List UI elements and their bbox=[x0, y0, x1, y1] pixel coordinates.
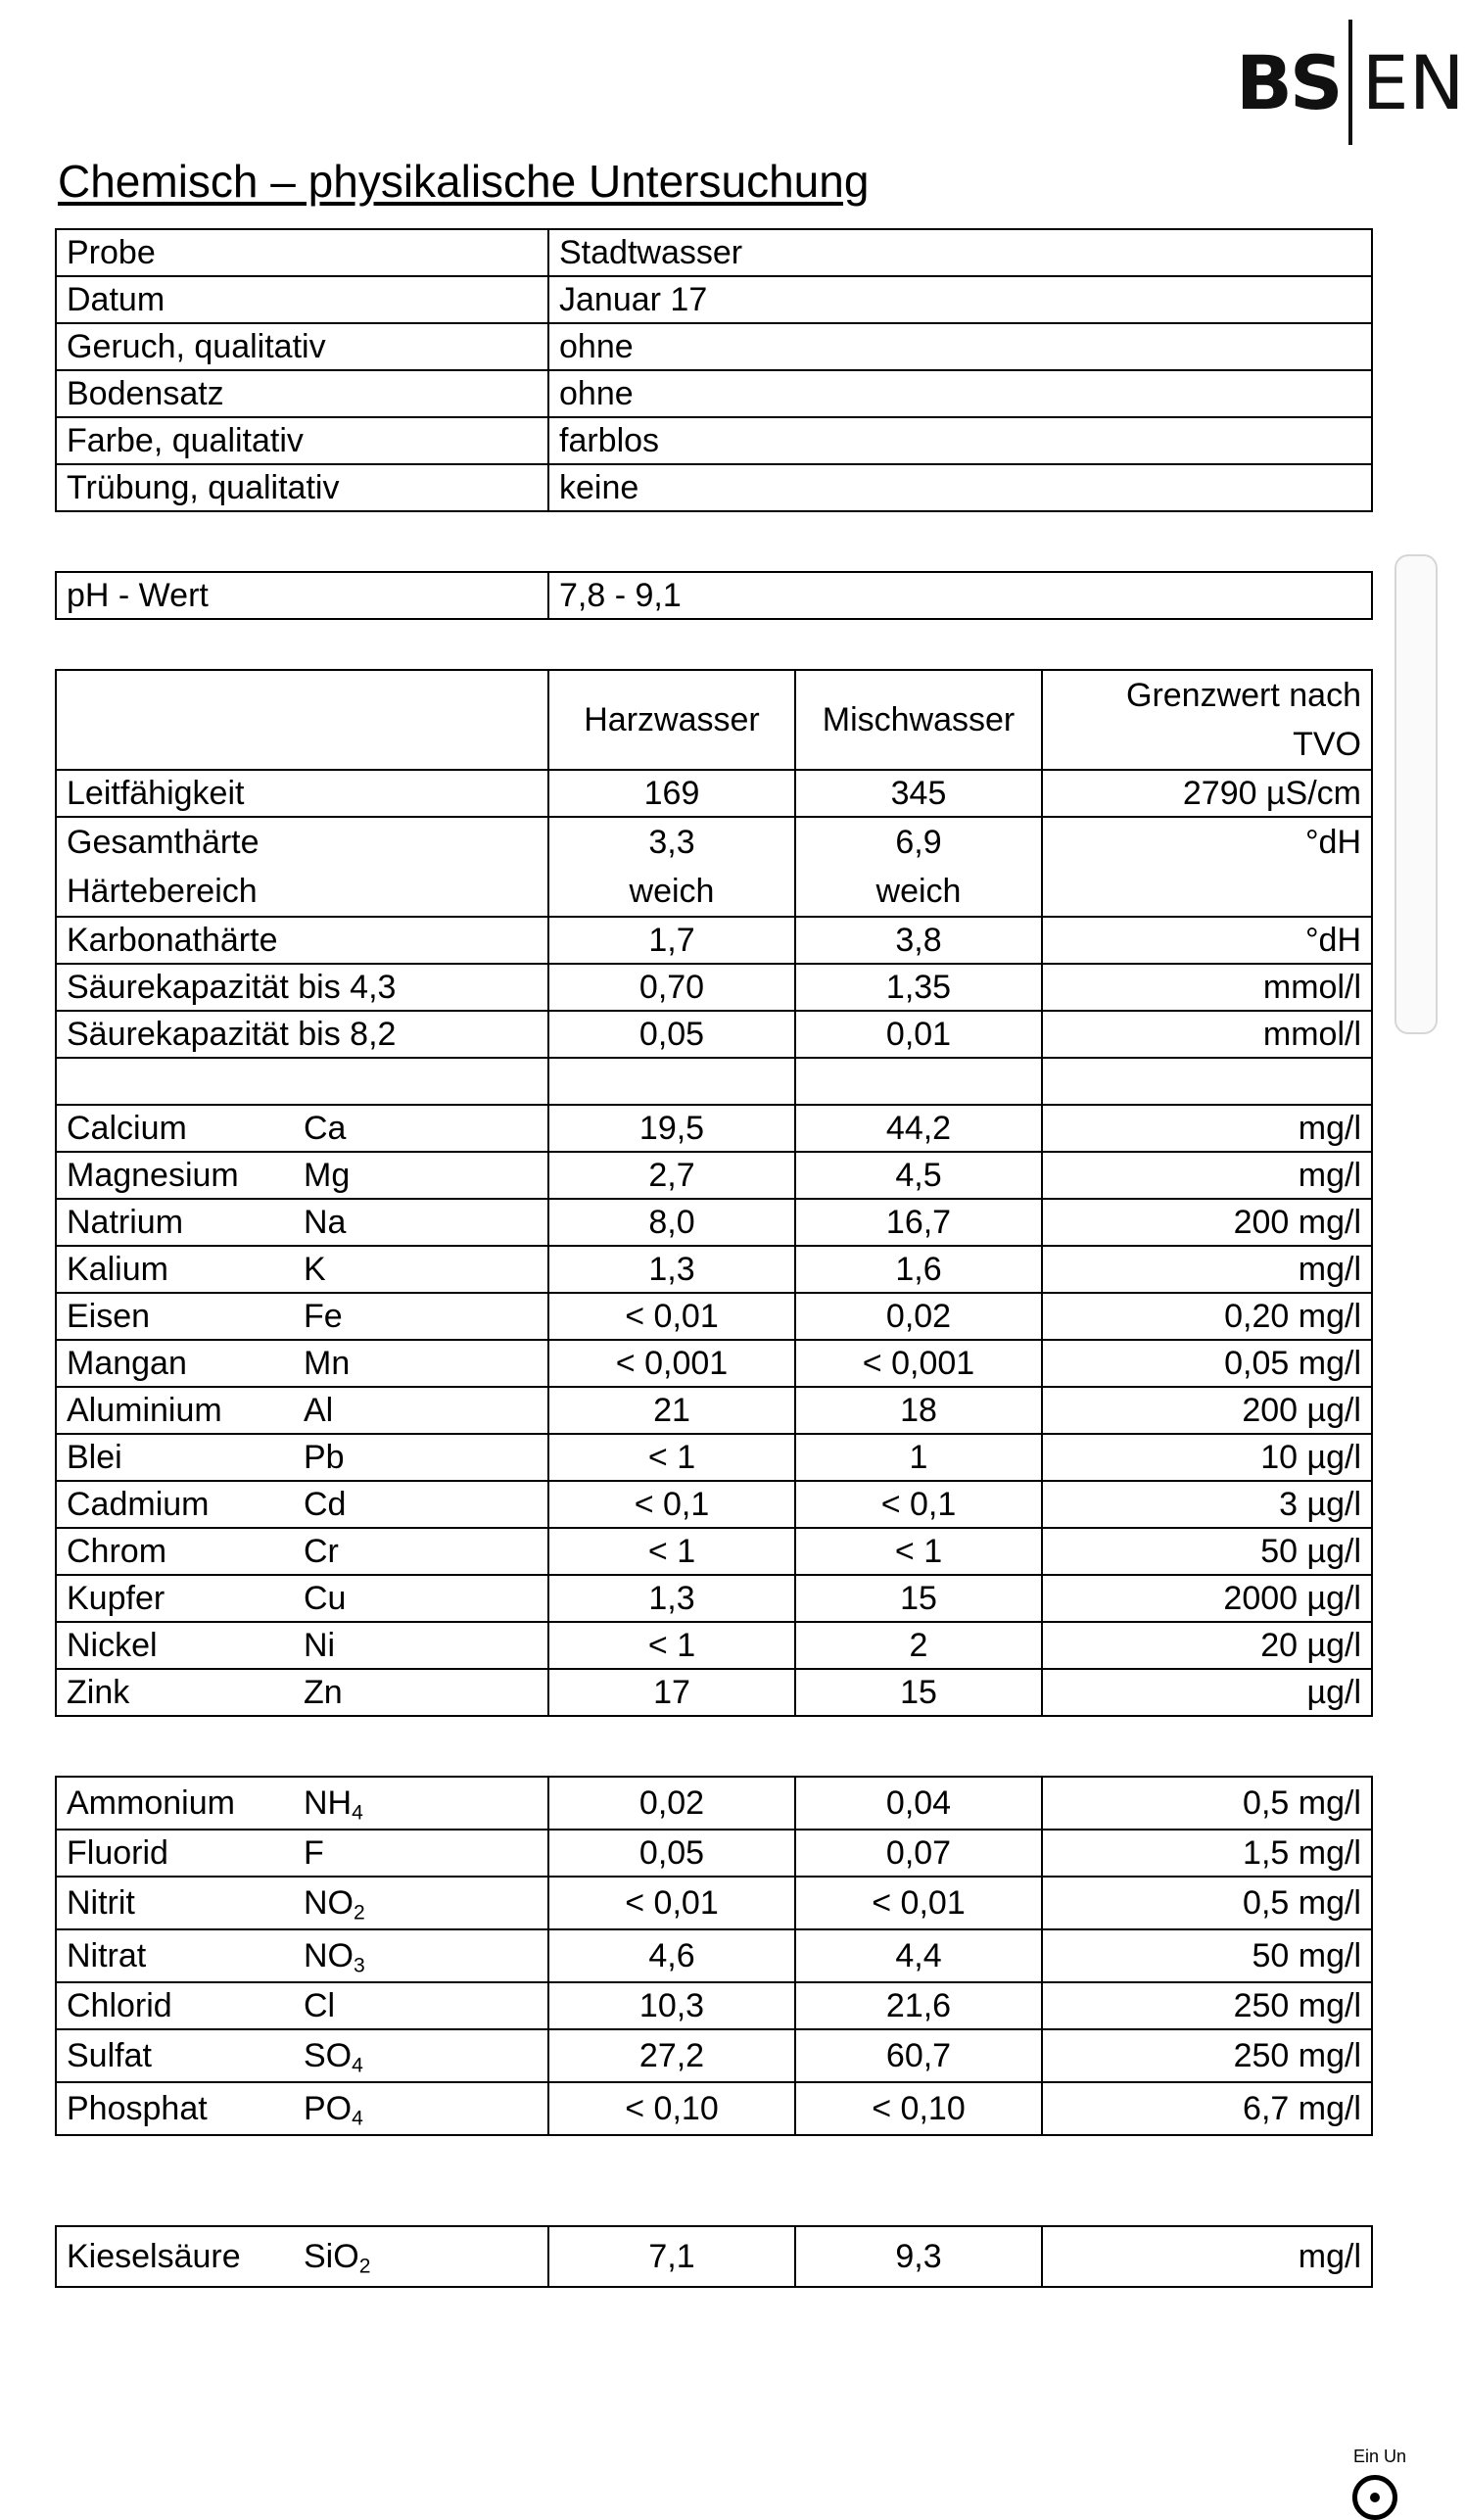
info-value: ohne bbox=[548, 323, 1372, 370]
harzwasser-value: 3,3 bbox=[648, 824, 695, 861]
compound-formula bbox=[304, 2029, 548, 2082]
harzwasser-value: < 0,10 bbox=[548, 2082, 795, 2135]
param-name: Säurekapazität bis 8,2 bbox=[56, 1011, 548, 1058]
header-mischwasser: Mischwasser bbox=[795, 670, 1042, 770]
mischwasser-value: 9,3 bbox=[795, 2226, 1042, 2287]
mischwasser-value: weich bbox=[875, 873, 962, 910]
element-symbol: Na bbox=[304, 1199, 548, 1246]
header-grenzwert-line2: TVO bbox=[1293, 726, 1361, 763]
harzwasser-value: 1,3 bbox=[548, 1575, 795, 1622]
harzwasser-value: 1,7 bbox=[548, 917, 795, 964]
metal-row bbox=[56, 1246, 1372, 1293]
compound-formula bbox=[304, 1830, 548, 1877]
limit-value: mg/l bbox=[1042, 2226, 1372, 2287]
table-row bbox=[56, 964, 1372, 1011]
limit-value: 0,20 mg/l bbox=[1042, 1293, 1372, 1340]
header-harzwasser: Harzwasser bbox=[548, 670, 795, 770]
info-row bbox=[56, 323, 1372, 370]
limit-value: °dH bbox=[1304, 824, 1361, 861]
harzwasser-value: 0,05 bbox=[548, 1830, 795, 1877]
harzwasser-value: < 0,001 bbox=[548, 1340, 795, 1387]
element-symbol: Pb bbox=[304, 1434, 548, 1481]
kieselsaeure-table bbox=[55, 2225, 1373, 2288]
mischwasser-value: 16,7 bbox=[795, 1199, 1042, 1246]
ph-row bbox=[56, 572, 1372, 619]
info-row bbox=[56, 229, 1372, 276]
param-name: Säurekapazität bis 4,3 bbox=[56, 964, 548, 1011]
footer-text: Ein Un bbox=[1353, 2447, 1407, 2466]
formula-subscript: 2 bbox=[358, 2254, 371, 2277]
harzwasser-value: 1,3 bbox=[548, 1246, 795, 1293]
element-symbol: Cr bbox=[304, 1528, 548, 1575]
limit-value: 200 µg/l bbox=[1042, 1387, 1372, 1434]
harzwasser-value: 7,1 bbox=[548, 2226, 795, 2287]
mischwasser-value: 21,6 bbox=[795, 1982, 1042, 2029]
formula-base: PO bbox=[304, 2089, 353, 2127]
compound-formula bbox=[304, 1777, 548, 1830]
limit-value-stack bbox=[1042, 817, 1372, 917]
mischwasser-value: 0,01 bbox=[795, 1011, 1042, 1058]
logo-divider bbox=[1348, 20, 1352, 145]
info-row bbox=[56, 417, 1372, 464]
element-name: Chrom bbox=[56, 1528, 304, 1575]
compound-name: Kieselsäure bbox=[56, 2226, 304, 2287]
param-name: Leitfähigkeit bbox=[56, 770, 548, 817]
mischwasser-value: 0,04 bbox=[795, 1777, 1042, 1830]
element-symbol: Cu bbox=[304, 1575, 548, 1622]
logo-en-text: EN bbox=[1361, 38, 1465, 126]
empty-cell bbox=[56, 1058, 548, 1105]
mischwasser-value: 345 bbox=[795, 770, 1042, 817]
element-name: Eisen bbox=[56, 1293, 304, 1340]
table-row bbox=[56, 917, 1372, 964]
limit-value: °dH bbox=[1042, 917, 1372, 964]
limit-value: mg/l bbox=[1042, 1105, 1372, 1152]
element-symbol: Ni bbox=[304, 1622, 548, 1669]
compound-formula bbox=[304, 1929, 548, 1982]
mischwasser-value: 60,7 bbox=[795, 2029, 1042, 2082]
element-name: Nickel bbox=[56, 1622, 304, 1669]
harzwasser-value: 2,7 bbox=[548, 1152, 795, 1199]
element-name: Mangan bbox=[56, 1340, 304, 1387]
element-symbol: Cd bbox=[304, 1481, 548, 1528]
compound-formula bbox=[304, 1877, 548, 1929]
compound-name: Sulfat bbox=[56, 2029, 304, 2082]
page-title: Chemisch – physikalische Untersuchung bbox=[58, 156, 870, 207]
compound-formula bbox=[304, 2082, 548, 2135]
mischwasser-value-stack bbox=[795, 817, 1042, 917]
mischwasser-value: 44,2 bbox=[795, 1105, 1042, 1152]
main-analysis-table bbox=[55, 669, 1373, 1717]
metal-row bbox=[56, 1387, 1372, 1434]
limit-value: mg/l bbox=[1042, 1152, 1372, 1199]
param-name: Härtebereich bbox=[67, 873, 258, 910]
limit-value: 2790 µS/cm bbox=[1042, 770, 1372, 817]
kieselsaeure-row bbox=[56, 2226, 1372, 2287]
limit-value: 6,7 mg/l bbox=[1042, 2082, 1372, 2135]
limit-value: 3 µg/l bbox=[1042, 1481, 1372, 1528]
info-label: Bodensatz bbox=[56, 370, 548, 417]
compound-name: Chlorid bbox=[56, 1982, 304, 2029]
element-symbol: Zn bbox=[304, 1669, 548, 1716]
harzwasser-value: 19,5 bbox=[548, 1105, 795, 1152]
info-value: farblos bbox=[548, 417, 1372, 464]
anion-row bbox=[56, 2082, 1372, 2135]
anion-row bbox=[56, 1777, 1372, 1830]
side-panel-tab[interactable] bbox=[1394, 554, 1438, 1034]
info-label: Farbe, qualitativ bbox=[56, 417, 548, 464]
metal-row bbox=[56, 1669, 1372, 1716]
formula-base: NO bbox=[304, 1883, 354, 1922]
metal-row bbox=[56, 1575, 1372, 1622]
mischwasser-value: 3,8 bbox=[795, 917, 1042, 964]
harzwasser-value: 21 bbox=[548, 1387, 795, 1434]
metal-row bbox=[56, 1481, 1372, 1528]
anion-row bbox=[56, 1877, 1372, 1929]
mischwasser-value: 1 bbox=[795, 1434, 1042, 1481]
info-label: Trübung, qualitativ bbox=[56, 464, 548, 511]
element-name: Cadmium bbox=[56, 1481, 304, 1528]
harzwasser-value: 8,0 bbox=[548, 1199, 795, 1246]
info-value: Januar 17 bbox=[548, 276, 1372, 323]
mischwasser-value: 1,35 bbox=[795, 964, 1042, 1011]
element-symbol: K bbox=[304, 1246, 548, 1293]
formula-subscript: 3 bbox=[354, 1953, 365, 1976]
limit-value: 0,05 mg/l bbox=[1042, 1340, 1372, 1387]
harzwasser-value: < 0,01 bbox=[548, 1293, 795, 1340]
element-symbol: Mn bbox=[304, 1340, 548, 1387]
harzwasser-value: < 0,01 bbox=[548, 1877, 795, 1929]
element-name: Kupfer bbox=[56, 1575, 304, 1622]
limit-value: 200 mg/l bbox=[1042, 1199, 1372, 1246]
element-symbol: Ca bbox=[304, 1105, 548, 1152]
element-symbol: Al bbox=[304, 1387, 548, 1434]
mischwasser-value: < 0,01 bbox=[795, 1877, 1042, 1929]
mischwasser-value: < 0,001 bbox=[795, 1340, 1042, 1387]
compound-formula bbox=[304, 2226, 548, 2287]
info-label: Datum bbox=[56, 276, 548, 323]
empty-cell bbox=[1042, 1058, 1372, 1105]
element-symbol: Mg bbox=[304, 1152, 548, 1199]
info-value: Stadtwasser bbox=[548, 229, 1372, 276]
mischwasser-value: 15 bbox=[795, 1669, 1042, 1716]
formula-subscript: 2 bbox=[354, 1900, 365, 1924]
mischwasser-value: 4,5 bbox=[795, 1152, 1042, 1199]
formula-base: NO bbox=[304, 1936, 354, 1974]
limit-value: 250 mg/l bbox=[1042, 1982, 1372, 2029]
metal-row bbox=[56, 1434, 1372, 1481]
formula-subscript: 4 bbox=[352, 2053, 363, 2076]
formula-base: Cl bbox=[304, 1986, 336, 2024]
mischwasser-value: 15 bbox=[795, 1575, 1042, 1622]
anion-table bbox=[55, 1776, 1373, 2136]
ph-table bbox=[55, 571, 1373, 620]
harzwasser-value: < 0,1 bbox=[548, 1481, 795, 1528]
mischwasser-value: 4,4 bbox=[795, 1929, 1042, 1982]
anion-row bbox=[56, 1830, 1372, 1877]
limit-value: 1,5 mg/l bbox=[1042, 1830, 1372, 1877]
limit-value: mg/l bbox=[1042, 1246, 1372, 1293]
metal-row bbox=[56, 1528, 1372, 1575]
sample-info-table bbox=[55, 228, 1373, 512]
element-name: Blei bbox=[56, 1434, 304, 1481]
limit-value bbox=[1053, 867, 1361, 916]
compound-name: Nitrat bbox=[56, 1929, 304, 1982]
harzwasser-value: weich bbox=[629, 873, 715, 910]
header-grenzwert bbox=[1042, 670, 1372, 770]
element-name: Aluminium bbox=[56, 1387, 304, 1434]
harzwasser-value: 169 bbox=[548, 770, 795, 817]
limit-value: 10 µg/l bbox=[1042, 1434, 1372, 1481]
compound-formula bbox=[304, 1982, 548, 2029]
target-icon[interactable] bbox=[1352, 2475, 1397, 2520]
harzwasser-value: < 1 bbox=[548, 1434, 795, 1481]
table-row bbox=[56, 817, 1372, 917]
harzwasser-value: 4,6 bbox=[548, 1929, 795, 1982]
formula-base: NH bbox=[304, 1783, 353, 1822]
table-row bbox=[56, 770, 1372, 817]
mischwasser-value: 1,6 bbox=[795, 1246, 1042, 1293]
info-value: keine bbox=[548, 464, 1372, 511]
harzwasser-value: 27,2 bbox=[548, 2029, 795, 2082]
metal-row bbox=[56, 1152, 1372, 1199]
formula-subscript: 4 bbox=[352, 2106, 363, 2129]
harzwasser-value: 0,05 bbox=[548, 1011, 795, 1058]
metal-row bbox=[56, 1622, 1372, 1669]
metal-row bbox=[56, 1293, 1372, 1340]
info-label: Geruch, qualitativ bbox=[56, 323, 548, 370]
element-name: Calcium bbox=[56, 1105, 304, 1152]
element-name: Natrium bbox=[56, 1199, 304, 1246]
limit-value: 0,5 mg/l bbox=[1042, 1877, 1372, 1929]
header-grenzwert-line1: Grenzwert nach bbox=[1126, 677, 1361, 714]
info-row bbox=[56, 370, 1372, 417]
anion-row bbox=[56, 2029, 1372, 2082]
limit-value: mmol/l bbox=[1042, 1011, 1372, 1058]
element-name: Magnesium bbox=[56, 1152, 304, 1199]
element-symbol: Fe bbox=[304, 1293, 548, 1340]
info-row bbox=[56, 276, 1372, 323]
limit-value: 50 µg/l bbox=[1042, 1528, 1372, 1575]
limit-value: 0,5 mg/l bbox=[1042, 1777, 1372, 1830]
formula-base: SO bbox=[304, 2036, 353, 2074]
logo-bs-text: BS bbox=[1236, 38, 1341, 126]
compound-name: Nitrit bbox=[56, 1877, 304, 1929]
metal-row bbox=[56, 1199, 1372, 1246]
table-header-row bbox=[56, 670, 1372, 770]
harzwasser-value: 17 bbox=[548, 1669, 795, 1716]
harzwasser-value: 0,70 bbox=[548, 964, 795, 1011]
mischwasser-value: 6,9 bbox=[895, 824, 942, 861]
param-name: Gesamthärte bbox=[67, 824, 260, 861]
harzwasser-value: 0,02 bbox=[548, 1777, 795, 1830]
param-name-stack bbox=[56, 817, 548, 917]
anion-row bbox=[56, 1929, 1372, 1982]
limit-value: 50 mg/l bbox=[1042, 1929, 1372, 1982]
mischwasser-value: 0,02 bbox=[795, 1293, 1042, 1340]
spacer-row bbox=[56, 1058, 1372, 1105]
limit-value: mmol/l bbox=[1042, 964, 1372, 1011]
mischwasser-value: 2 bbox=[795, 1622, 1042, 1669]
info-row bbox=[56, 464, 1372, 511]
mischwasser-value: < 0,10 bbox=[795, 2082, 1042, 2135]
harzwasser-value: < 1 bbox=[548, 1528, 795, 1575]
limit-value: 250 mg/l bbox=[1042, 2029, 1372, 2082]
compound-name: Ammonium bbox=[56, 1777, 304, 1830]
formula-base: F bbox=[304, 1833, 324, 1872]
limit-value: 20 µg/l bbox=[1042, 1622, 1372, 1669]
harzwasser-value-stack bbox=[548, 817, 795, 917]
mischwasser-value: 0,07 bbox=[795, 1830, 1042, 1877]
mischwasser-value: 18 bbox=[795, 1387, 1042, 1434]
mischwasser-value: < 1 bbox=[795, 1528, 1042, 1575]
info-label: Probe bbox=[56, 229, 548, 276]
info-value: ohne bbox=[548, 370, 1372, 417]
element-name: Zink bbox=[56, 1669, 304, 1716]
mischwasser-value: < 0,1 bbox=[795, 1481, 1042, 1528]
param-name: Karbonathärte bbox=[56, 917, 548, 964]
formula-subscript: 4 bbox=[352, 1800, 363, 1824]
element-name: Kalium bbox=[56, 1246, 304, 1293]
empty-cell bbox=[795, 1058, 1042, 1105]
header-empty-cell bbox=[56, 670, 548, 770]
ph-value: 7,8 - 9,1 bbox=[548, 572, 1372, 619]
ph-label: pH - Wert bbox=[56, 572, 548, 619]
anion-row bbox=[56, 1982, 1372, 2029]
limit-value: µg/l bbox=[1042, 1669, 1372, 1716]
harzwasser-value: 10,3 bbox=[548, 1982, 795, 2029]
metal-row bbox=[56, 1105, 1372, 1152]
empty-cell bbox=[548, 1058, 795, 1105]
compound-name: Phosphat bbox=[56, 2082, 304, 2135]
bsen-logo bbox=[1236, 18, 1465, 147]
compound-name: Fluorid bbox=[56, 1830, 304, 1877]
metal-row bbox=[56, 1340, 1372, 1387]
formula-base: SiO bbox=[304, 2237, 359, 2275]
table-row bbox=[56, 1011, 1372, 1058]
limit-value: 2000 µg/l bbox=[1042, 1575, 1372, 1622]
harzwasser-value: < 1 bbox=[548, 1622, 795, 1669]
